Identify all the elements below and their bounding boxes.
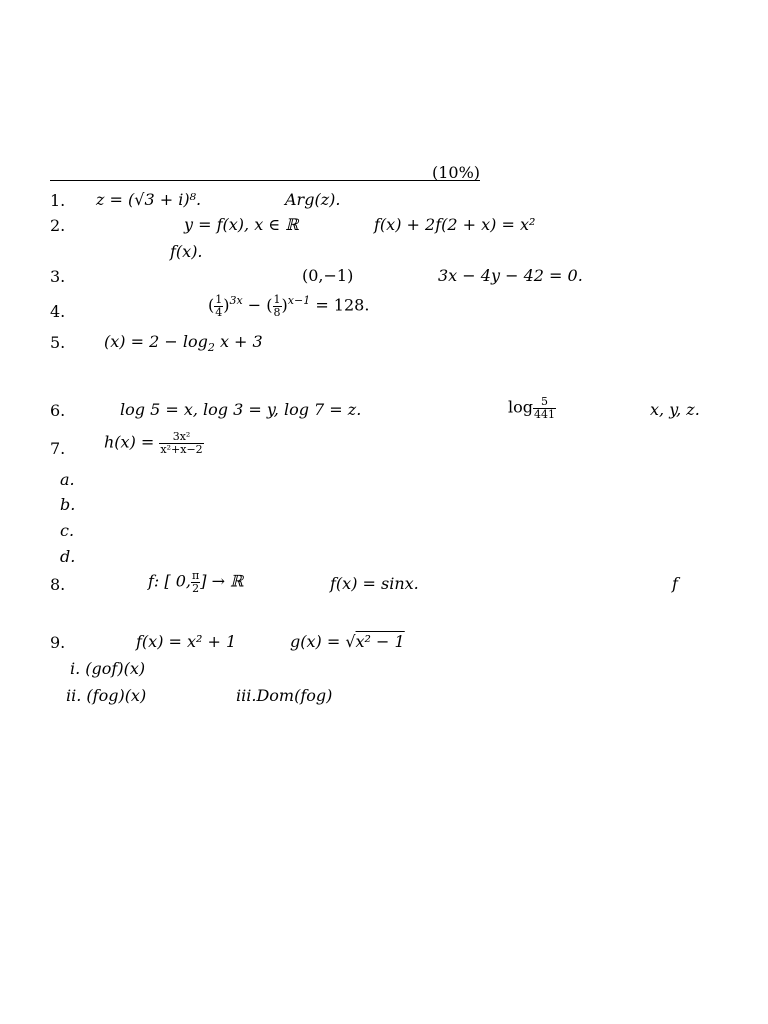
problem-4-equation: ( $\frac{1}{4}$ )$^{3x}$ − ( $\frac{1}{8}$ )$^{x-1}$ = 128. xyxy=(208,293,370,319)
problem-6-variables: x, y, z. xyxy=(650,400,700,419)
problem-5-expression: $(x) = 2 - \log_2 x + 3$ xyxy=(104,332,263,355)
problem-2-line2: f(x). xyxy=(170,242,203,261)
problem-9-subitem-ii: ii. (fog)(x) xyxy=(66,686,147,705)
header-rule xyxy=(50,180,480,181)
problem-1-number: 1. xyxy=(50,191,66,210)
problem-8-function: f(x) = sinx. xyxy=(330,574,419,593)
problem-9-subitem-iii: iii.Dom(fog) xyxy=(236,686,333,705)
fraction-5-441: $\frac{5}{441}$ xyxy=(534,395,555,421)
score-label: (10%) xyxy=(432,163,481,182)
problem-9-f: f(x) = x² + 1 xyxy=(136,632,237,651)
fraction-pi-2: $\frac{\pi}{2}$ xyxy=(192,569,200,595)
problem-7-function: h(x) = $\frac{\text{3x²}}{\text{x²+x−2}}$ xyxy=(104,430,203,456)
fraction-h: $\frac{\text{3x²}}{\text{x²+x−2}}$ xyxy=(160,430,203,456)
fraction-1-4: $\frac{1}{4}$ xyxy=(215,293,223,319)
problem-6-number: 6. xyxy=(50,401,66,420)
problem-9-number: 9. xyxy=(50,633,66,652)
problem-1-expression: z = (√3 + i)⁸. xyxy=(96,190,202,209)
fraction-1-8: $\frac{1}{8}$ xyxy=(273,293,281,319)
problem-2-expression: y = f(x), x ∈ ℝ xyxy=(184,215,299,234)
problem-8-domain: f: [ 0, $\frac{\pi}{2}$ ] → ℝ xyxy=(148,569,244,595)
problem-6-log-fraction: log $\frac{5}{441}$ xyxy=(508,395,555,421)
problem-7-subitem-a: a. xyxy=(60,470,75,489)
problem-8-tail: f xyxy=(672,574,678,593)
problem-2-number: 2. xyxy=(50,216,66,235)
problem-6-given: log 5 = x, log 3 = y, log 7 = z. xyxy=(120,400,362,419)
problem-9-g: g(x) = √x² − 1 xyxy=(290,632,405,651)
problem-4-number: 4. xyxy=(50,302,66,321)
problem-7-subitem-c: c. xyxy=(60,521,75,540)
problem-8-number: 8. xyxy=(50,575,66,594)
problem-7-subitem-b: b. xyxy=(60,495,76,514)
problem-1-tail: Arg(z). xyxy=(285,190,341,209)
problem-3-point: (0,−1) xyxy=(302,266,354,285)
problem-5-number: 5. xyxy=(50,333,66,352)
problem-3-number: 3. xyxy=(50,267,66,286)
problem-7-number: 7. xyxy=(50,439,66,458)
problem-3-line-equation: 3x − 4y − 42 = 0. xyxy=(438,266,583,285)
problem-2-tail: f(x) + 2f(2 + x) = x² xyxy=(374,215,536,234)
problem-7-subitem-d: d. xyxy=(60,547,76,566)
problem-9-subitem-i: i. (gof)(x) xyxy=(70,659,146,678)
